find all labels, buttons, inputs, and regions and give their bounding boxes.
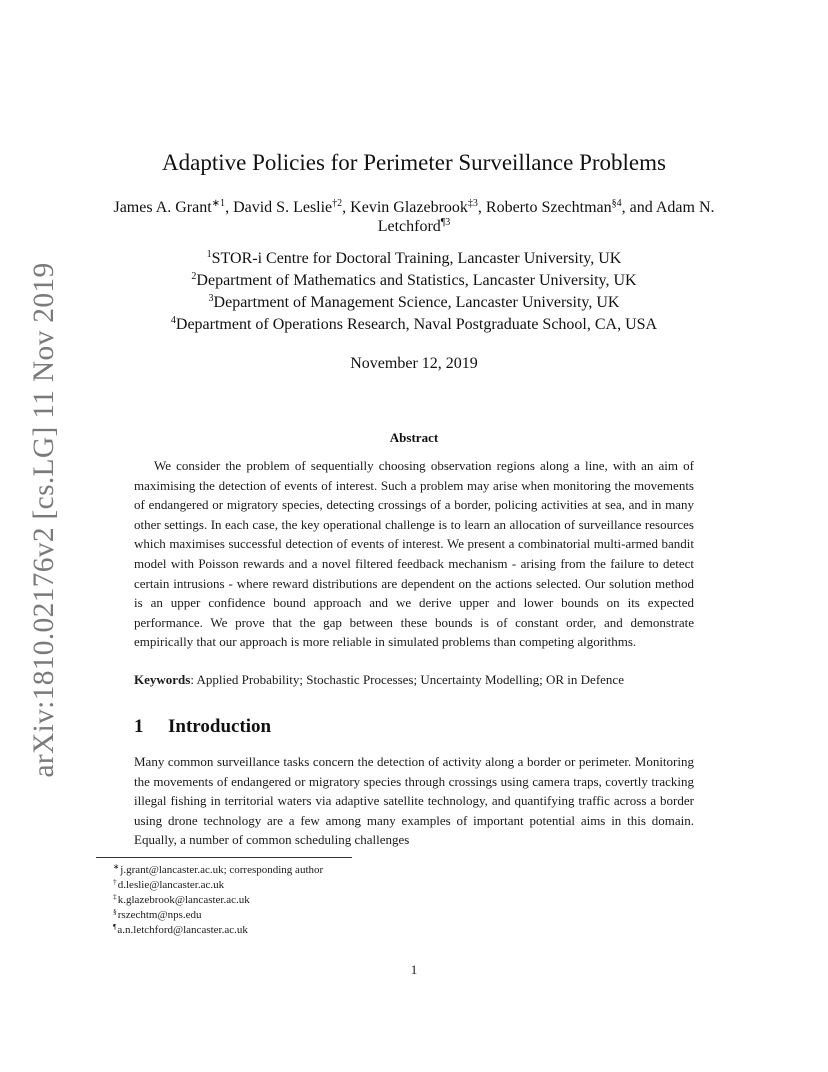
footnote-text: a.n.letchford@lancaster.ac.uk xyxy=(117,924,248,936)
footnote xyxy=(113,893,323,908)
publication-date: November 12, 2019 xyxy=(350,355,478,372)
author-mark: ∗1 xyxy=(211,198,226,209)
author-name: Adam N. Letchford xyxy=(377,199,715,235)
footnote xyxy=(113,908,323,923)
affiliation-text: Department of Operations Research, Naval Postgraduate School, CA, USA xyxy=(175,316,658,333)
introduction-paragraph: Many common surveillance tasks concern the detection of activity along a border or perimeter. Monitoring the movements of endangered or migratory species through crossings using camera traps, covertly tracking illegal fishing in territorial waters via adaptive satellite technology, and quantifying traffic across a border using drone technology are a few among many examples of important potential aims in this domain. Equally, a number of common scheduling challenges xyxy=(134,754,694,848)
footnote xyxy=(113,878,323,893)
footnote-mark: † xyxy=(113,877,117,886)
keywords-text: : Applied Probability; Stochastic Processes; Uncertainty Modelling; OR in Defence xyxy=(190,672,624,687)
footnote-mark: § xyxy=(113,907,117,916)
footnote-text: rszechtm@nps.edu xyxy=(117,909,202,921)
affiliation-text: Department of Management Science, Lancaster University, UK xyxy=(213,294,620,311)
abstract-text: We consider the problem of sequentially choosing observation regions along a line, with an aim of maximising the detection of events of interest. Such a problem may arise when monitoring the movements of endangered or migratory species, detecting crossings of a border, policing activities at sea, and in many other settings. In each case, the key operational challenge is to learn an allocation of surveillance resources which maximises successful detection of events of interest. We present a combinatorial multi-armed bandit model with Poisson rewards and a novel filtered feedback mechanism - arising from the failure to detect certain intrusions - where reward distributions are dependent on the actions selected. Our solution method is an upper confidence bound approach and we derive upper and lower bounds on its expected performance. We prove that the gap between these bounds is of constant order, and demonstrate empirically that our approach is more reliable in simulated problems than competing algorithms. xyxy=(134,458,694,650)
affiliation-list xyxy=(0,248,828,336)
footnote xyxy=(113,863,323,878)
footnote-mark: ∗ xyxy=(113,862,120,871)
author-separator: , xyxy=(477,199,486,216)
author-mark: §4 xyxy=(611,198,622,209)
author-name: David S. Leslie xyxy=(233,199,333,216)
affiliation-mark: 3 xyxy=(208,293,214,304)
affiliation xyxy=(0,314,828,336)
author-list xyxy=(96,198,732,236)
author-separator: , and xyxy=(621,199,656,216)
author-separator: , xyxy=(342,199,351,216)
affiliation-text: STOR-i Centre for Doctoral Training, Lancaster University, UK xyxy=(211,250,622,267)
footnote-list xyxy=(113,863,323,938)
paper-title: Adaptive Policies for Perimeter Surveillance Problems xyxy=(162,150,666,175)
affiliation-mark: 2 xyxy=(191,271,197,282)
keywords-label: Keywords xyxy=(134,672,191,687)
footnote-text: j.grant@lancaster.ac.uk; corresponding author xyxy=(120,864,324,876)
footnote-mark: ‡ xyxy=(113,892,117,901)
footnote-text: d.leslie@lancaster.ac.uk xyxy=(117,879,225,891)
affiliation xyxy=(0,292,828,314)
footnote xyxy=(113,923,323,938)
arxiv-identifier-stamp: arXiv:1810.02176v2 [cs.LG] 11 Nov 2019 xyxy=(28,262,60,778)
affiliation xyxy=(0,270,828,292)
section-title: Introduction xyxy=(168,716,272,737)
footnote-divider xyxy=(96,857,352,858)
author-name: Kevin Glazebrook xyxy=(350,199,468,216)
author-mark: †2 xyxy=(332,198,343,209)
author-name: Roberto Szechtman xyxy=(485,199,612,216)
affiliation xyxy=(0,248,828,270)
footnote-text: k.glazebrook@lancaster.ac.uk xyxy=(117,894,250,906)
footnote-mark: ¶ xyxy=(113,922,117,931)
section-number: 1 xyxy=(134,716,144,737)
section-heading xyxy=(134,716,271,738)
affiliation-mark: 4 xyxy=(170,315,176,326)
abstract-heading: Abstract xyxy=(389,430,439,445)
author-separator: , xyxy=(225,199,234,216)
affiliation-text: Department of Mathematics and Statistics, Lancaster University, UK xyxy=(196,272,637,289)
affiliation-mark: 1 xyxy=(206,249,212,260)
author-mark: ¶3 xyxy=(440,217,451,228)
author-name: James A. Grant xyxy=(113,199,212,216)
author-mark: ‡3 xyxy=(467,198,478,209)
keywords-line xyxy=(134,672,704,688)
page-number: 1 xyxy=(410,962,418,977)
